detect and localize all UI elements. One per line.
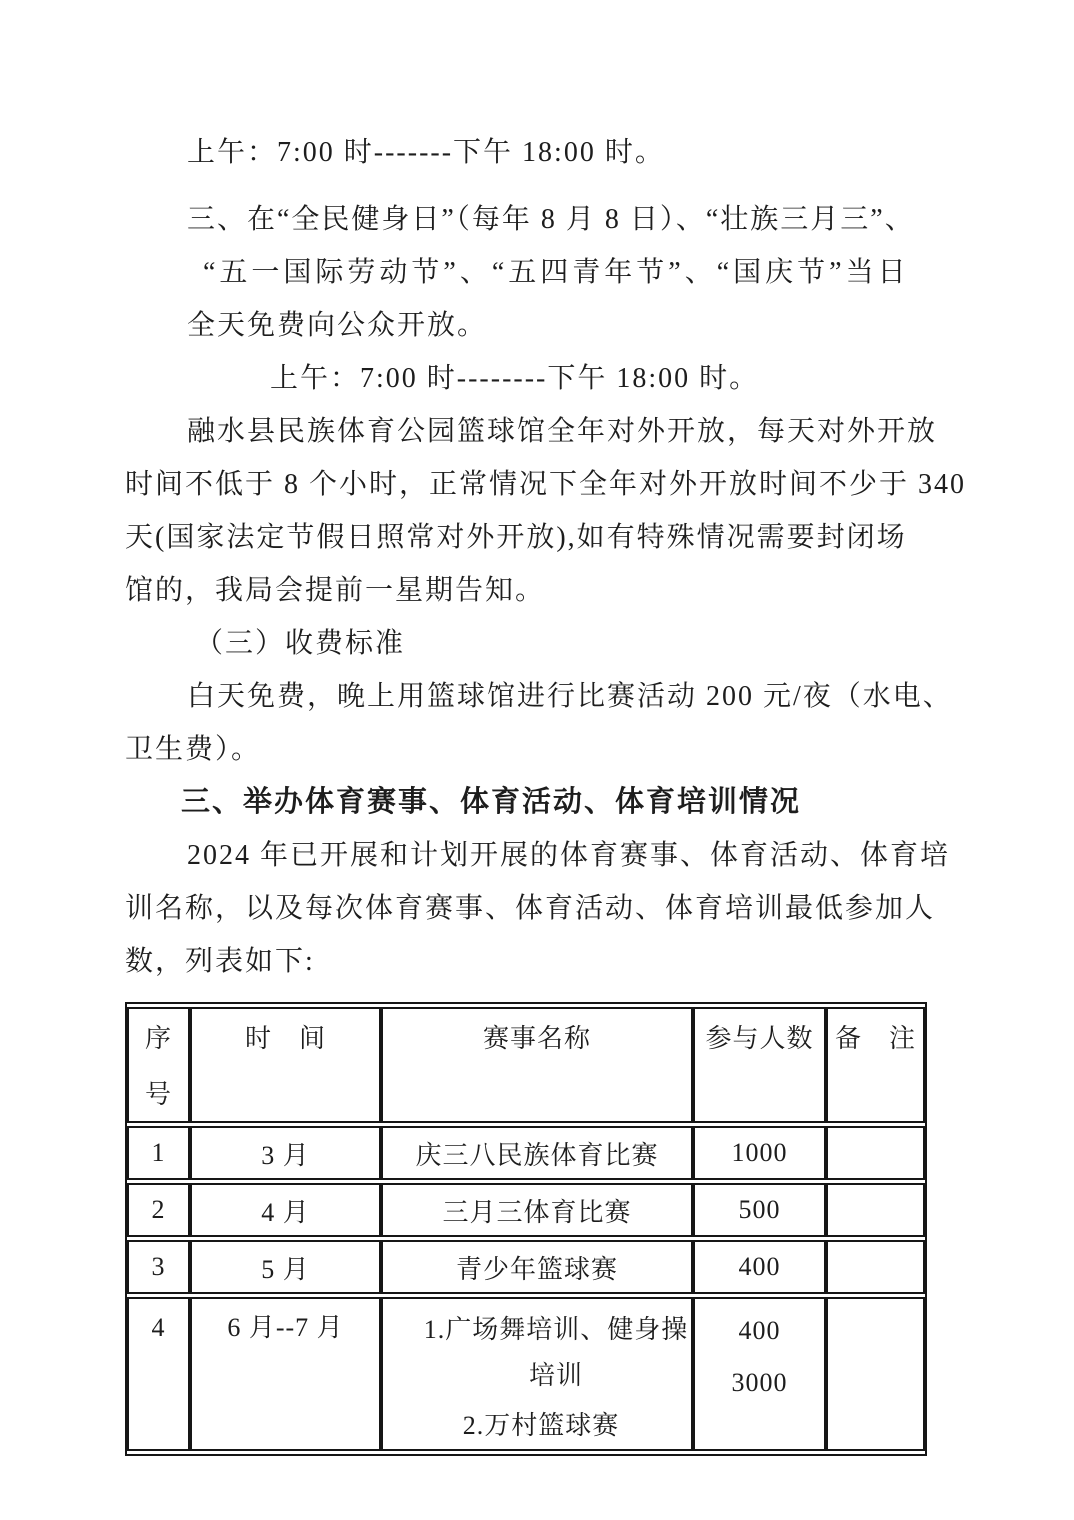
participants-line-1: 400 <box>738 1316 781 1345</box>
cell-no: 1 <box>127 1126 190 1180</box>
cell-note <box>826 1297 925 1451</box>
cell-no: 4 <box>127 1297 190 1451</box>
doc-line-fee-detail-2: 卫生费）。 <box>125 734 262 765</box>
header-cell-seq <box>127 1007 190 1123</box>
doc-line-free-days-2: “五一国际劳动节”、“五四青年节”、“国庆节”当日 <box>203 257 910 288</box>
doc-line-events-intro-3: 数，列表如下: <box>125 946 315 977</box>
cell-participants <box>693 1297 826 1451</box>
cell-event: 三月三体育比赛 <box>381 1183 693 1237</box>
header-cell-participants: 参与人数 <box>693 1007 826 1123</box>
header-seq-bottom: 号 <box>144 1080 172 1109</box>
cell-event <box>381 1297 693 1451</box>
participants-line-2: 3000 <box>731 1368 788 1397</box>
cell-participants: 1000 <box>693 1126 826 1180</box>
table-row <box>127 1126 925 1180</box>
doc-line-fee-detail-1: 白天免费，晚上用篮球馆进行比赛活动 200 元/夜（水电、 <box>187 681 953 712</box>
doc-line-events-intro-2: 训名称，以及每次体育赛事、体育活动、体育培训最低参加人 <box>125 893 936 924</box>
doc-line-opening-hours-2: 上午：7:00 时--------下午 18:00 时。 <box>270 363 760 394</box>
header-cell-event: 赛事名称 <box>381 1007 693 1123</box>
cell-participants: 400 <box>693 1240 826 1294</box>
cell-note <box>826 1126 925 1180</box>
header-seq-top: 序 <box>144 1024 172 1053</box>
doc-line-open-all-year-1: 融水县民族体育公园篮球馆全年对外开放，每天对外开放 <box>187 416 938 447</box>
cell-time: 3 月 <box>190 1126 381 1180</box>
header-cell-time: 时 间 <box>190 1007 381 1123</box>
doc-line-free-days-1: 三、在“全民健身日”（每年 8 月 8 日）、“壮族三月三”、 <box>187 204 915 235</box>
cell-participants: 500 <box>693 1183 826 1237</box>
table-row <box>127 1240 925 1294</box>
cell-no: 2 <box>127 1183 190 1237</box>
doc-line-opening-hours-1: 上午：7:00 时-------下午 18:00 时。 <box>187 137 665 168</box>
cell-time: 5 月 <box>190 1240 381 1294</box>
doc-line-fee-subheading: （三）收费标准 <box>195 628 406 659</box>
document-content <box>125 126 967 1456</box>
doc-line-events-intro-1: 2024 年已开展和计划开展的体育赛事、体育活动、体育培 <box>187 840 951 871</box>
doc-line-open-all-year-4: 馆的，我局会提前一星期告知。 <box>125 575 546 606</box>
section-heading: 三、举办体育赛事、体育活动、体育培训情况 <box>181 786 802 818</box>
event-line-1: 1.广场舞培训、健身操培训 <box>423 1315 689 1390</box>
cell-time: 4 月 <box>190 1183 381 1237</box>
doc-line-free-days-3: 全天免费向公众开放。 <box>187 310 488 341</box>
header-cell-note: 备 注 <box>826 1007 925 1123</box>
table-row <box>127 1297 925 1451</box>
cell-event: 青少年篮球赛 <box>381 1240 693 1294</box>
doc-line-open-all-year-3: 天(国家法定节假日照常对外开放),如有特殊情况需要封闭场 <box>125 522 907 553</box>
cell-note <box>826 1240 925 1294</box>
cell-time: 6 月--7 月 <box>190 1297 381 1451</box>
table-row <box>127 1183 925 1237</box>
cell-event: 庆三八民族体育比赛 <box>381 1126 693 1180</box>
schedule-table <box>125 1002 927 1456</box>
table-header-row <box>127 1007 925 1123</box>
cell-no: 3 <box>127 1240 190 1294</box>
event-line-2: 2.万村篮球赛 <box>462 1411 620 1440</box>
doc-line-open-all-year-2: 时间不低于 8 个小时，正常情况下全年对外开放时间不少于 340 <box>125 469 967 500</box>
cell-note <box>826 1183 925 1237</box>
